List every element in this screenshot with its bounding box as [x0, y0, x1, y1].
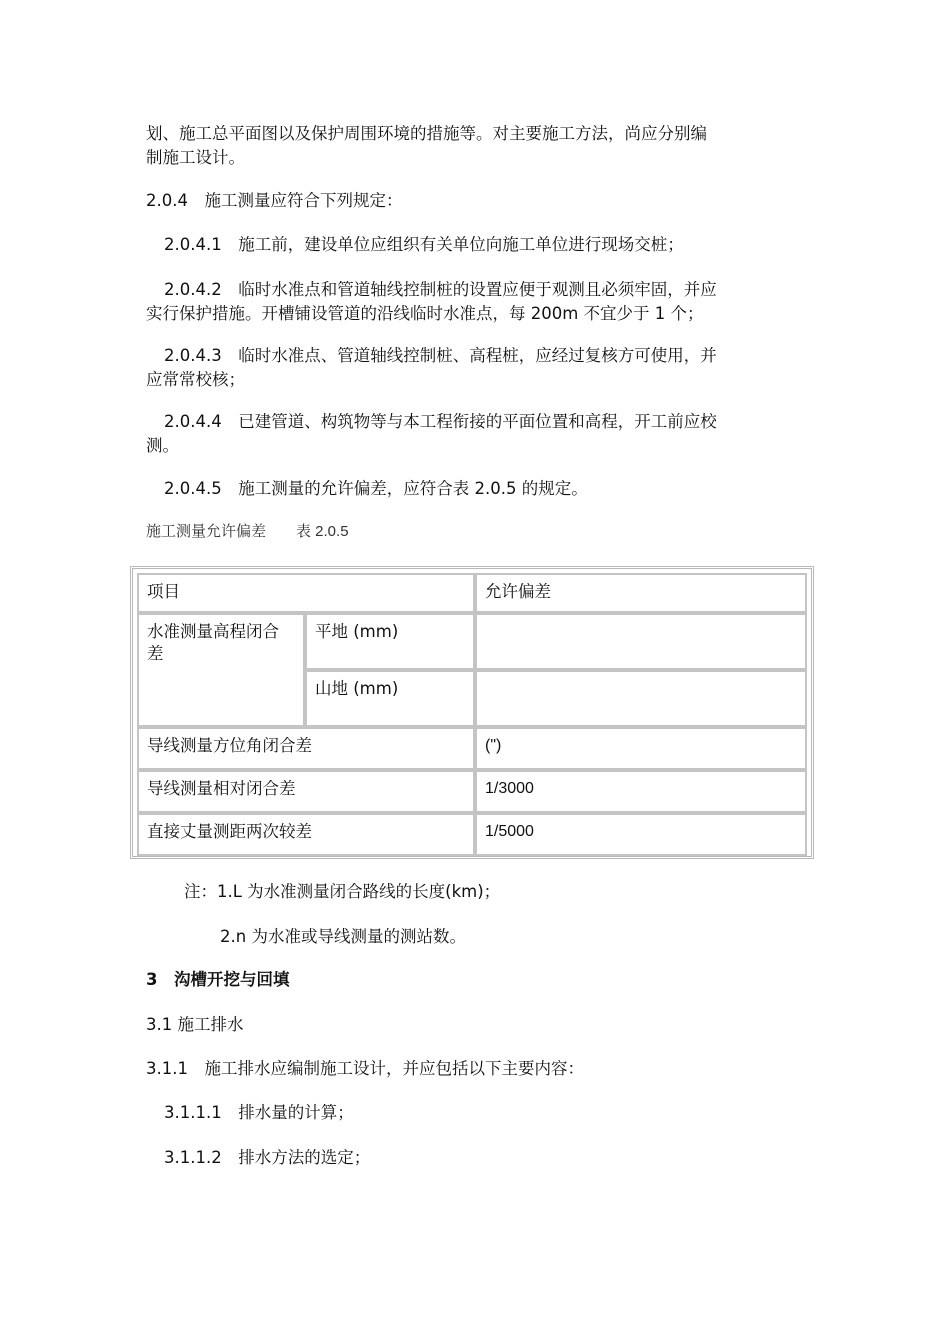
table-row-flat-value [475, 613, 807, 670]
table-row-level-closure-label: 水准测量高程闭合差 [137, 613, 305, 727]
table-header-tolerance: 允许偏差 [475, 573, 807, 613]
table-note-1: 注：1.L 为水准测量闭合路线的长度(km)； [184, 882, 501, 901]
table-row-azimuth-value: (") [475, 727, 807, 770]
section-3-heading: 3 沟槽开挖与回填 [146, 970, 290, 989]
table-header-item: 项目 [137, 573, 475, 613]
paragraph-intro-line1: 划、施工总平面图以及保护周围环境的措施等。对主要施工方法，尚应分别编 [146, 124, 707, 143]
table-row-azimuth-label: 导线测量方位角闭合差 [137, 727, 475, 770]
clause-2-0-4-2-line1: 2.0.4.2 临时水准点和管道轴线控制桩的设置应便于观测且必须牢固，并应 [164, 280, 717, 299]
clause-2-0-4-3-line1: 2.0.4.3 临时水准点、管道轴线控制桩、高程桩，应经过复核方可使用，并 [164, 346, 717, 365]
clause-2-0-4-5: 2.0.4.5 施工测量的允许偏差，应符合表 2.0.5 的规定。 [164, 479, 588, 498]
clause-2-0-4: 2.0.4 施工测量应符合下列规定： [146, 191, 403, 210]
clause-2-0-4-4-line2: 测。 [146, 436, 179, 455]
table-caption: 施工测量允许偏差 表 2.0.5 [146, 523, 349, 540]
clause-3-1-1-2: 3.1.1.2 排水方法的选定； [164, 1148, 371, 1167]
clause-3-1-1-1: 3.1.1.1 排水量的计算； [164, 1103, 354, 1122]
table-row-mountain-label: 山地 (mm) [305, 670, 475, 727]
table-row-relative-closure-value: 1/3000 [475, 770, 807, 813]
clause-2-0-4-2-line2: 实行保护措施。开槽铺设管道的沿线临时水准点，每 200m 不宜少于 1 个； [146, 304, 704, 323]
table-row-distance-diff-value: 1/5000 [475, 813, 807, 856]
clause-2-0-4-4-line1: 2.0.4.4 已建管道、构筑物等与本工程衔接的平面位置和高程，开工前应校 [164, 412, 717, 431]
tolerance-table [130, 566, 814, 859]
table-row-relative-closure-label: 导线测量相对闭合差 [137, 770, 475, 813]
table-row-distance-diff-label: 直接丈量测距两次较差 [137, 813, 475, 856]
clause-3-1-1: 3.1.1 施工排水应编制施工设计，并应包括以下主要内容： [146, 1059, 584, 1078]
clause-2-0-4-3-line2: 应常常校核； [146, 370, 245, 389]
table-row-flat-label: 平地 (mm) [305, 613, 475, 670]
clause-2-0-4-1: 2.0.4.1 施工前，建设单位应组织有关单位向施工单位进行现场交桩； [164, 235, 684, 254]
table-note-2: 2.n 为水准或导线测量的测站数。 [220, 927, 466, 946]
table-row-mountain-value [475, 670, 807, 727]
paragraph-intro-line2: 制施工设计。 [146, 148, 245, 167]
subsection-3-1: 3.1 施工排水 [146, 1015, 244, 1034]
